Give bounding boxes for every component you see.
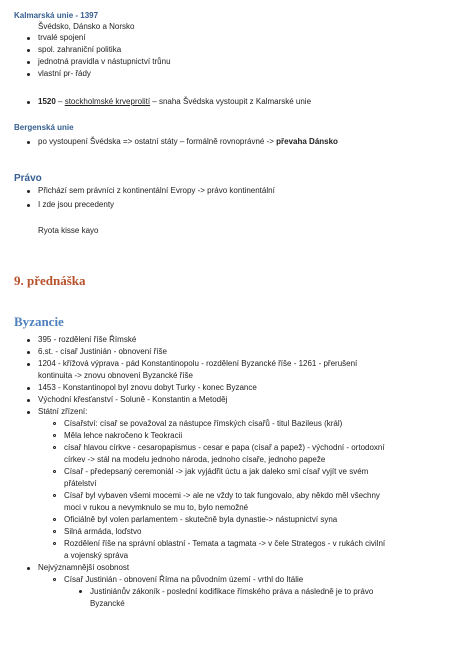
bullet-icon <box>27 567 30 570</box>
event-description: – snaha Švédska vystoupit z Kalmarské unie <box>150 97 312 106</box>
kalmar-item: jednotná pravidla v nástupnictví trůnu <box>38 57 171 66</box>
circle-bullet-icon <box>53 446 56 449</box>
state-item: Silná armáda, loďstvo <box>64 527 142 536</box>
state-item: císař hlavou církve - cesaropapismus - cesar e papa (císař a papež) - východní - ortodoxní <box>64 443 385 452</box>
bullet-icon <box>27 387 30 390</box>
kalmar-heading: Kalmarská unie - 1397 <box>14 11 99 20</box>
bullet-icon <box>27 339 30 342</box>
persons-label: Nejvýznamnější osobnost <box>38 563 130 572</box>
state-item: Oficiálně byl volen parlamentem - skutečně byla dynastie-> nástupnictví syna <box>64 515 338 524</box>
pravo-item: Přichází sem právníci z kontinentální Evropy -> právo kontinentální <box>38 186 275 195</box>
kalmar-item: trvalé spojení <box>38 33 86 42</box>
byzance-item: 395 - rozdělení říše Římské <box>38 335 137 344</box>
byzance-item: Státní zřízení: <box>38 407 88 416</box>
justinian-item: Císař Justinián - obnovení Říma na původním území - vrthl do Itálie <box>64 575 304 584</box>
bullet-icon <box>27 61 30 64</box>
state-item-cont: a vojenský správa <box>64 551 129 560</box>
circle-bullet-icon <box>53 530 56 533</box>
state-item: Císařství: císař se považoval za nástupce římských císařů - titul Bazileus (král) <box>64 419 343 428</box>
kalmar-event <box>38 97 311 107</box>
circle-bullet-icon <box>53 470 56 473</box>
state-item-cont: církev -> stál na modelu jednoho národa, jednoho císaře, jednoho papeže <box>64 455 326 464</box>
circle-bullet-icon <box>53 434 56 437</box>
lecture-title: 9. přednáška <box>14 273 86 288</box>
event-year: 1520 <box>38 97 56 106</box>
state-item-cont: moci v rukou a nevymknulo se mu to, bylo nemožné <box>64 503 249 512</box>
circle-bullet-icon <box>53 422 56 425</box>
circle-bullet-icon <box>53 578 56 581</box>
bullet-icon <box>27 351 30 354</box>
byzance-item-cont: kontinuita -> znovu obnovení Byzancké říše <box>38 371 193 380</box>
state-item: Císař - předepsaný ceremoniál -> jak vyjádřit úctu a jak daleko smí císař vyjít ve svém <box>64 467 369 476</box>
bullet-icon <box>27 73 30 76</box>
kalmar-item: vlastní pr- řády <box>38 69 91 78</box>
bullet-icon <box>27 141 30 144</box>
state-item: Měla lehce nakročeno k Teokracii <box>64 431 183 440</box>
byzance-item: 6.st. - císař Justinián - obnovení říše <box>38 347 167 356</box>
circle-bullet-icon <box>53 518 56 521</box>
bullet-icon <box>27 363 30 366</box>
byzance-heading: Byzancie <box>14 314 64 329</box>
bullet-icon <box>27 101 30 104</box>
code-item: Justiniánův zákoník - poslední kodifikace římského práva a následně je to právo <box>90 587 374 596</box>
bullet-icon <box>27 190 30 193</box>
byzance-item: 1453 - Konstantinopol byl znovu dobyt Turky - konec Byzance <box>38 383 257 392</box>
bullet-icon <box>27 411 30 414</box>
state-item-cont: přátelství <box>64 479 97 488</box>
kalmar-item: spol. zahraniční politika <box>38 45 122 54</box>
state-item: Císař byl vybaven všemi mocemi -> ale ne vždy to tak fungovalo, aby někdo měl všechny <box>64 491 380 500</box>
bullet-icon <box>27 49 30 52</box>
code-item-cont: Byzancké <box>90 599 125 608</box>
byzance-item: 1204 - křížová výprava - pád Konstantinopolu - rozdělení Byzancké říše - 1261 - přerušení <box>38 359 358 368</box>
bergen-item-text: po vystoupení Švédska => ostatní státy – formálně rovnoprávné -> <box>38 137 277 146</box>
event-link[interactable]: stockholmské krveprolití <box>64 97 151 106</box>
bergen-item-bold: převaha Dánsko <box>276 137 338 146</box>
pravo-heading: Právo <box>14 173 42 184</box>
square-bullet-icon <box>79 590 82 593</box>
pravo-item: I zde jsou precedenty <box>38 200 115 209</box>
bergen-heading: Bergenská unie <box>14 123 74 132</box>
event-separator: – <box>55 97 65 106</box>
circle-bullet-icon <box>53 494 56 497</box>
state-item: Rozdělení říše na správní oblastní - Temata a tagmata -> v čele Strategos - v rukách civilní <box>64 539 386 548</box>
pravo-note: Ryota kisse kayo <box>38 226 99 235</box>
bullet-icon <box>27 204 30 207</box>
byzance-item: Východní křesťanství - Soluně - Konstantin a Metoděj <box>38 395 228 404</box>
circle-bullet-icon <box>53 542 56 545</box>
bullet-icon <box>27 399 30 402</box>
bullet-icon <box>27 37 30 40</box>
kalmar-intro: Švédsko, Dánsko a Norsko <box>38 22 135 31</box>
bergen-item <box>38 137 338 147</box>
